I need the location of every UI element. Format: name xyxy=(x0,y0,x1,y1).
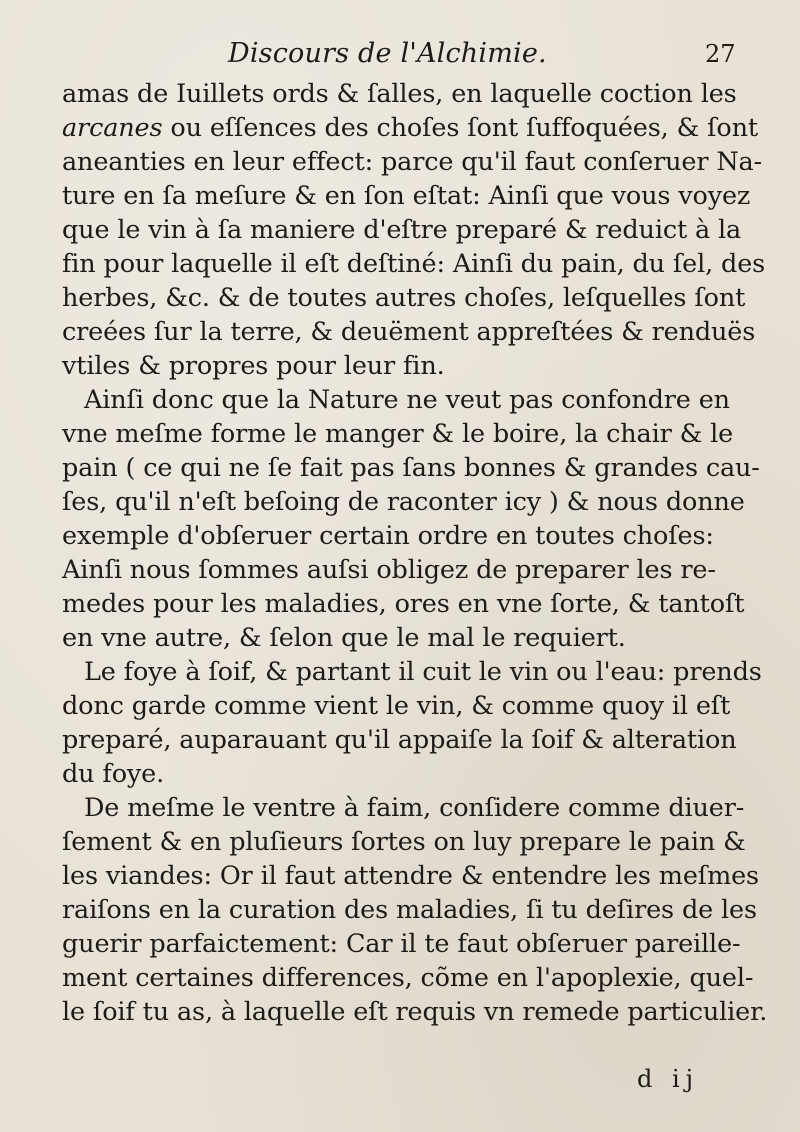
text-line: vtiles & propres pour leur fin. xyxy=(62,351,445,381)
page-header xyxy=(0,38,800,78)
italic-term: arcanes xyxy=(62,113,163,143)
text-line: creées ſur la terre, & deuëment appreſtées & renduës xyxy=(62,317,756,347)
text-line xyxy=(62,111,774,145)
text-line: amas de Iuillets ords & ſalles, en laquelle coction les xyxy=(62,79,737,109)
text-line: ment certaines differences, cõme en l'apoplexie, quel- xyxy=(62,963,754,993)
text-line: exemple d'obſeruer certain ordre en toutes choſes: xyxy=(62,521,714,551)
text-line: guerir parfaictement: Car il te faut obſeruer pareille- xyxy=(62,929,741,959)
body-text xyxy=(62,77,774,1029)
paragraph-start-line: De meſme le ventre à faim, conſidere comme diuer- xyxy=(84,793,745,823)
text-segment: ou eſſences des choſes ſont ſuffoquées, & ſont xyxy=(162,113,758,143)
text-line: fin pour laquelle il eſt deſtiné: Ainſi du pain, du ſel, des xyxy=(62,249,766,279)
paragraph-start-line: Le foye à ſoif, & partant il cuit le vin ou l'eau: prends xyxy=(84,657,762,687)
text-line: vne meſme forme le manger & le boire, la chair & le xyxy=(62,419,734,449)
text-line: Ainſi nous ſommes auſsi obligez de preparer les re- xyxy=(62,555,716,585)
running-title: Discours de l'Alchimie. xyxy=(228,38,547,69)
text-line: en vne autre, & ſelon que le mal le requiert. xyxy=(62,623,626,653)
text-line: ſes, qu'il n'eſt beſoing de raconter icy ) & nous donne xyxy=(62,487,745,517)
text-line: preparé, auparauant qu'il appaiſe la ſoif & alteration xyxy=(62,725,737,755)
paragraph-start-line: Ainſi donc que la Nature ne veut pas confondre en xyxy=(84,385,730,415)
text-line: raiſons en la curation des maladies, ſi tu deſires de les xyxy=(62,895,757,925)
text-line: le ſoif tu as, à laquelle eſt requis vn remede particulier. xyxy=(62,997,768,1027)
page-number: 27 xyxy=(705,40,736,68)
text-line: donc garde comme vient le vin, & comme quoy il eſt xyxy=(62,691,731,721)
text-line: medes pour les maladies, ores en vne ſorte, & tantoſt xyxy=(62,589,745,619)
text-line: aneanties en leur effect: parce qu'il faut conſeruer Na- xyxy=(62,147,762,177)
text-line: ſement & en pluſieurs ſortes on luy prepare le pain & xyxy=(62,827,746,857)
text-line: que le vin à ſa maniere d'eſtre preparé & reduict à la xyxy=(62,215,742,245)
text-line: pain ( ce qui ne ſe fait pas ſans bonnes & grandes cau- xyxy=(62,453,760,483)
signature-mark: d ij xyxy=(637,1065,700,1093)
text-line: du foye. xyxy=(62,759,165,789)
text-line: herbes, &c. & de toutes autres choſes, leſquelles ſont xyxy=(62,283,746,313)
text-line: les viandes: Or il faut attendre & entendre les meſmes xyxy=(62,861,759,891)
text-line: ture en ſa meſure & en ſon eſtat: Ainſi que vous voyez xyxy=(62,181,751,211)
